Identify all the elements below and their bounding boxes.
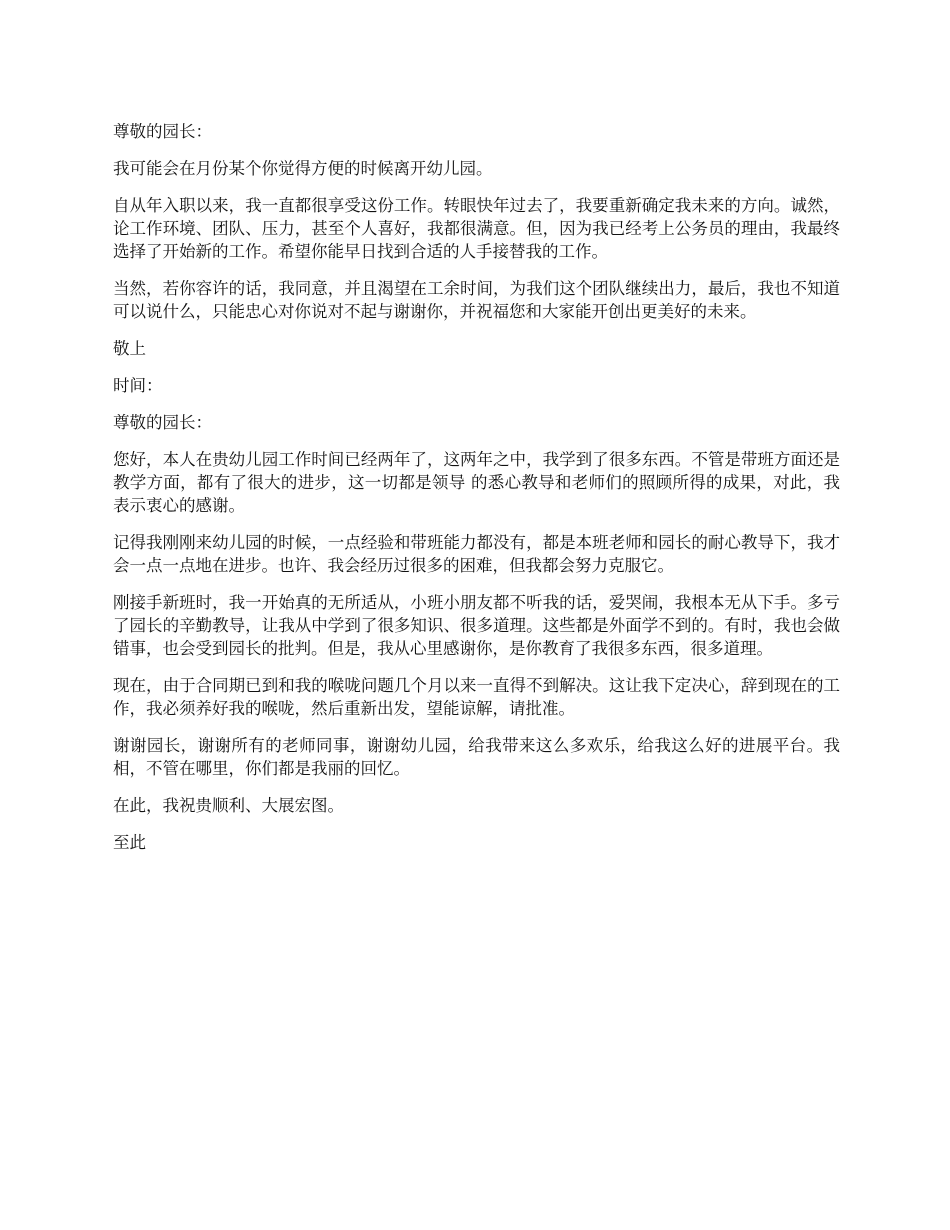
body-paragraph: 现在，由于合同期已到和我的喉咙问题几个月以来一直得不到解决。这让我下定决心，辞到现在的工作，我必须养好我的喉咙，然后重新出发，望能谅解，请批准。 [113, 676, 840, 718]
body-paragraph: 谢谢园长，谢谢所有的老师同事，谢谢幼儿园，给我带来这么多欢乐，给我这么好的进展平台。我相，不管在哪里，你们都是我丽的回忆。 [113, 736, 840, 778]
date-line: 时间： [113, 376, 163, 395]
body-paragraph: 在此，我祝贵顺利、大展宏图。 [113, 796, 344, 815]
body-paragraph: 记得我刚刚来幼儿园的时候，一点经验和带班能力都没有，都是本班老师和园长的耐心教导下，我才会一点一点地在进步。也许、我会经历过很多的困难，但我都会努力克服它。 [113, 533, 840, 575]
salutation: 尊敬的园长： [113, 413, 212, 432]
document-body [113, 120, 840, 868]
body-paragraph: 我可能会在月份某个你觉得方便的时候离开幼儿园。 [113, 159, 493, 178]
body-paragraph: 刚接手新班时，我一开始真的无所适从，小班小朋友都不听我的话，爱哭闹，我根本无从下手。多亏了园长的辛勤教导，让我从中学到了很多知识、很多道理。这些都是外面学不到的。有时，我也会做错事，也会受到园长的批判。但是，我从心里感谢你，是你教育了我很多东西，很多道理。 [113, 593, 840, 658]
body-paragraph: 当然，若你容许的话，我同意，并且渴望在工余时间，为我们这个团队继续出力，最后，我也不知道可以说什么，只能忠心对你说对不起与谢谢你，并祝福您和大家能开创出更美好的未来。 [113, 279, 840, 321]
salutation: 尊敬的园长： [113, 122, 212, 141]
closing: 敬上 [113, 339, 146, 358]
body-paragraph: 自从年入职以来，我一直都很享受这份工作。转眼快年过去了，我要重新确定我未来的方向。诚然，论工作环境、团队、压力，甚至个人喜好，我都很满意。但，因为我已经考上公务员的理由，我最终选择了开始新的工作。希望你能早日找到合适的人手接替我的工作。 [113, 196, 840, 261]
closing: 至此 [113, 833, 146, 852]
body-paragraph: 您好，本人在贵幼儿园工作时间已经两年了，这两年之中，我学到了很多东西。不管是带班方面还是教学方面，都有了很大的进步，这一切都是领导 的悉心教导和老师们的照顾所得的成果，对此，我表示衷心的感谢。 [113, 450, 840, 515]
